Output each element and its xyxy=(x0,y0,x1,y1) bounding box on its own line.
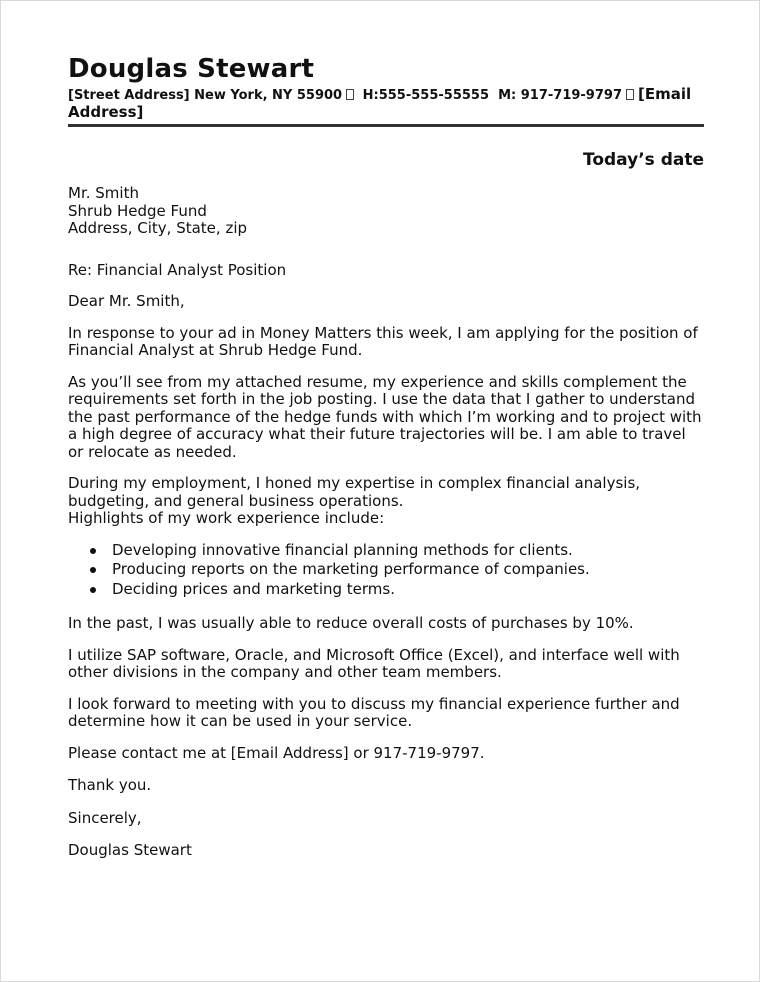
sender-email: [Email Address] xyxy=(68,85,692,121)
sender-home-phone: H:555-555-55555 xyxy=(362,88,490,103)
paragraph-forward: I look forward to meeting with you to discuss my financial experience further and determine how it can be used in your service. xyxy=(68,694,680,730)
subject-line: Re: Financial Analyst Position xyxy=(68,260,287,279)
signature-name: Douglas Stewart xyxy=(68,841,192,859)
sender-contact-line xyxy=(68,86,704,122)
paragraph-costs: In the past, I was usually able to reduce overall costs of purchases by 10%. xyxy=(68,614,634,632)
letter-date: Today’s date xyxy=(582,150,704,170)
salutation: Dear Mr. Smith, xyxy=(68,292,185,310)
sender-mobile-phone: M: 917-719-9797 xyxy=(498,88,622,103)
paragraph-experience: As you’ll see from my attached resume, my experience and skills complement the requirements set forth in the job posting. I use the data that I gather to understand the past performance of the hedge funds with which I’m working and to project with a high degree of accuracy what their future trajectories will be. I am able to travel or relocate as needed. xyxy=(68,372,702,461)
recipient-name: Mr. Smith xyxy=(68,184,139,202)
list-item: Developing innovative financial planning methods for clients. xyxy=(112,541,704,561)
sender-street-address: [Street Address] New York, NY 55900 xyxy=(68,88,343,103)
header-divider xyxy=(68,124,704,127)
highlights-list xyxy=(68,541,704,600)
list-item: Deciding prices and marketing terms. xyxy=(112,580,704,600)
bullet-icon xyxy=(90,587,96,593)
thank-you-line: Thank you. xyxy=(68,776,152,794)
sender-name: Douglas Stewart xyxy=(68,54,315,84)
separator-icon xyxy=(626,89,634,100)
bullet-icon xyxy=(90,548,96,554)
paragraph-contact: Please contact me at [Email Address] or 917-719-9797. xyxy=(68,743,485,762)
sign-off: Sincerely, xyxy=(68,808,142,827)
highlights-intro: Highlights of my work experience include: xyxy=(68,509,385,527)
employment-text: During my employment, I honed my expertise in complex financial analysis, budgeting, and general business operations. xyxy=(68,474,641,510)
cover-letter xyxy=(68,52,704,860)
recipient-company: Shrub Hedge Fund xyxy=(68,201,207,220)
paragraph-employment xyxy=(68,475,704,528)
list-item: Producing reports on the marketing performance of companies. xyxy=(112,560,704,580)
recipient-address-block xyxy=(68,185,704,238)
bullet-icon xyxy=(90,567,96,573)
separator-icon xyxy=(346,89,354,100)
recipient-address: Address, City, State, zip xyxy=(68,219,248,237)
paragraph-intro: In response to your ad in Money Matters this week, I am applying for the position of Financial Analyst at Shrub Hedge Fund. xyxy=(68,323,698,359)
paragraph-software: I utilize SAP software, Oracle, and Microsoft Office (Excel), and interface well with other divisions in the company and other team members. xyxy=(68,645,680,681)
